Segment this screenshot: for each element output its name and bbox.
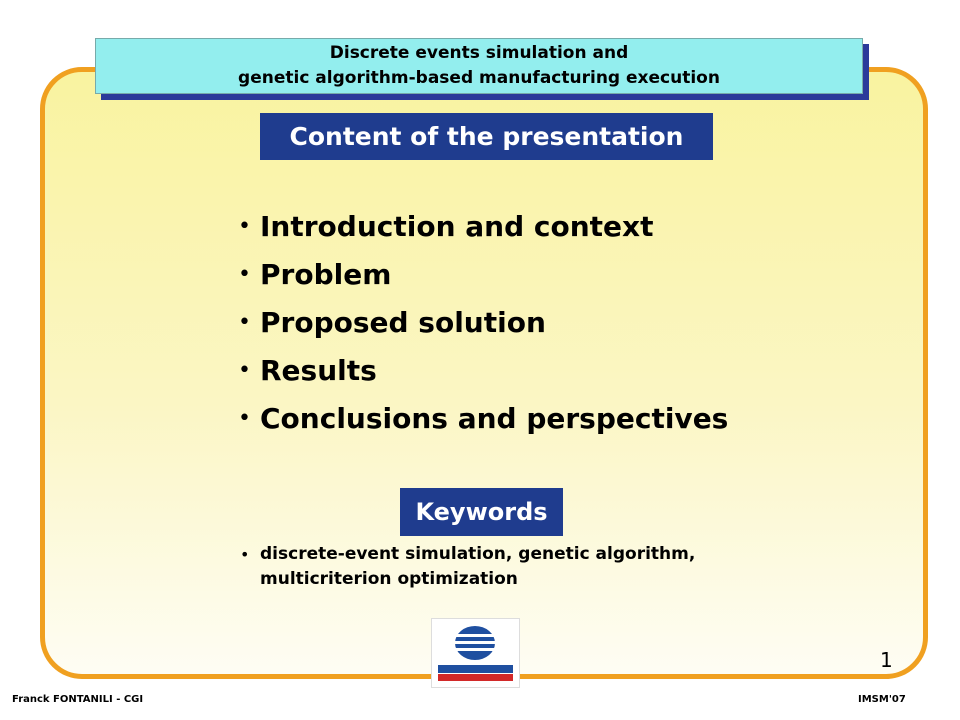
bullet-icon: • [238,214,251,239]
footer-author: Franck FONTANILI - CGI [12,694,144,705]
toc-item-label: Introduction and context [260,210,654,243]
header-line-1: Discrete events simulation and [329,43,629,63]
toc-item-label: Proposed solution [260,306,546,339]
footer-conference: IMSM'07 [858,694,906,705]
content-title: Content of the presentation [260,113,713,160]
toc-item [238,251,728,299]
toc-item [238,347,728,395]
toc-item-label: Results [260,354,377,387]
school-logo-emblem [432,619,519,687]
header-line-2: genetic algorithm-based manufacturing execution [238,68,720,88]
keywords-title: Keywords [400,488,563,536]
slide-header [95,38,863,94]
keywords-line-2: multicriterion optimization [260,569,518,589]
bullet-icon: • [238,358,251,383]
toc-list [238,203,728,443]
toc-item-label: Conclusions and perspectives [260,402,729,435]
page-number: 1 [880,648,893,672]
toc-item-label: Problem [260,258,392,291]
keywords-text [240,542,820,592]
bullet-icon: • [238,310,251,335]
keywords-line-1: discrete-event simulation, genetic algorithm, [260,544,696,564]
bullet-icon: • [240,545,250,564]
toc-item [238,395,728,443]
bullet-icon: • [238,262,251,287]
toc-item [238,203,728,251]
bullet-icon: • [238,406,251,431]
toc-item [238,299,728,347]
school-logo [431,618,520,688]
